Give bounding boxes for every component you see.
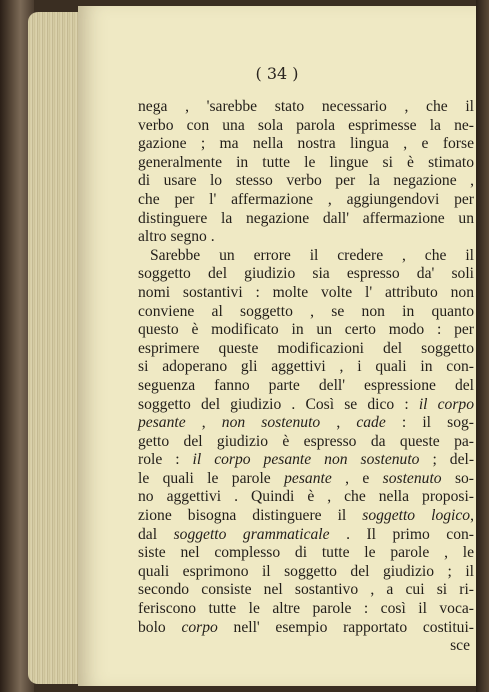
text-segment: quali esprimono il soggetto del giudizio ; il <box>138 562 474 580</box>
italic-text: soggetto grammaticale <box>173 525 330 543</box>
text-line <box>138 228 474 247</box>
text-segment: feriscono tutte le altre parole : così il voca- <box>138 600 474 618</box>
text-line <box>138 581 474 600</box>
text-segment: . Il primo con- <box>329 525 475 543</box>
italic-text: cade <box>356 414 386 432</box>
text-line <box>138 377 474 396</box>
italic-text: il corpo pesante non sostenuto <box>192 451 420 469</box>
text-line <box>138 117 474 136</box>
text-segment: , e <box>331 469 383 487</box>
italic-text: pesante <box>284 469 332 487</box>
text-line <box>138 507 474 526</box>
text-segment: nell' esempio rapportato costitui- <box>217 618 474 636</box>
text-line <box>138 172 474 191</box>
page-number: ( 34 ) <box>255 64 299 83</box>
text-segment: nega , 'sarebbe stato necessario , che il <box>138 98 474 115</box>
text-segment: altro segno . <box>138 228 215 246</box>
text-segment: secondo consiste nel sostantivo , a cui si ri- <box>138 581 474 599</box>
text-segment: conviene al soggetto , se non in quanto <box>138 302 474 320</box>
text-line <box>138 433 474 452</box>
text-segment: dal <box>138 525 174 543</box>
text-segment: Sarebbe un errore il credere , che il <box>150 246 474 264</box>
text-segment: no aggettivi . Quindi è , che nella proposi- <box>138 488 474 506</box>
text-line <box>138 563 474 582</box>
text-line <box>138 321 474 340</box>
text-segment: so- <box>441 469 474 487</box>
italic-text: non sostenuto <box>221 414 321 432</box>
text-segment: bolo <box>138 618 182 636</box>
italic-text: corpo <box>181 618 218 636</box>
text-line <box>138 340 474 359</box>
italic-text: sostenuto <box>382 469 442 487</box>
text-segment: questo è modificato in un certo modo : per <box>138 321 474 339</box>
text-segment: nomi sostantivi : molte volte l' attributo non <box>138 283 474 301</box>
body-text <box>138 98 474 656</box>
text-segment: soggetto del giudizio . Così se dico : <box>138 395 419 413</box>
text-segment: ; del- <box>419 451 475 469</box>
text-line <box>138 154 474 173</box>
text-line <box>138 470 474 489</box>
text-line <box>138 303 474 322</box>
text-segment: siste nel complesso di tutte le parole , le <box>138 544 474 562</box>
text-segment: le quali le parole <box>138 469 285 487</box>
text-segment: , <box>470 507 474 525</box>
text-line <box>138 191 474 210</box>
text-line <box>138 544 474 563</box>
text-segment: distinguere la negazione dall' affermazione un <box>138 209 474 227</box>
italic-text: soggetto logico <box>362 507 471 525</box>
text-line <box>138 451 474 470</box>
text-line <box>138 284 474 303</box>
text-segment: soggetto del giudizio sia espresso da' soli <box>138 265 474 283</box>
text-line <box>138 247 474 266</box>
text-line <box>138 619 474 638</box>
italic-text: il corpo <box>418 395 474 413</box>
text-segment: role : <box>138 451 193 469</box>
text-line <box>138 210 474 229</box>
text-segment: gazione ; ma nella nostra lingua , e forse <box>138 135 474 153</box>
text-line <box>138 265 474 284</box>
text-segment: generalmente in tutte le lingue si è stimato <box>138 153 474 171</box>
facing-page-edge <box>476 0 489 692</box>
text-segment: getto del giudizio è espresso da queste pa- <box>138 432 474 450</box>
text-segment: verbo con una sola parola esprimesse la ne- <box>138 116 474 134</box>
text-line <box>138 98 474 117</box>
text-segment: , <box>185 414 222 432</box>
text-line <box>138 414 474 433</box>
text-segment: zione bisogna distinguere il <box>138 507 363 525</box>
text-segment: si adoperano gli aggettivi , i quali in con- <box>138 358 474 376</box>
text-segment: esprimere queste modificazioni del soggetto <box>138 339 474 357</box>
text-line <box>138 396 474 415</box>
text-segment: seguenza fanno parte dell' espressione del <box>138 376 474 394</box>
text-segment: : il sog- <box>385 414 474 432</box>
text-segment: di usare lo stesso verbo per la negazione , <box>138 172 474 190</box>
text-line <box>138 600 474 619</box>
catchword: sce <box>450 637 470 655</box>
text-segment: che per l' affermazione , aggiungendovi per <box>138 190 474 208</box>
italic-text: pesante <box>138 414 186 432</box>
book-page <box>78 6 476 686</box>
text-line <box>138 488 474 507</box>
text-segment: , <box>320 414 357 432</box>
text-line <box>138 526 474 545</box>
text-line <box>138 358 474 377</box>
text-line <box>138 135 474 154</box>
